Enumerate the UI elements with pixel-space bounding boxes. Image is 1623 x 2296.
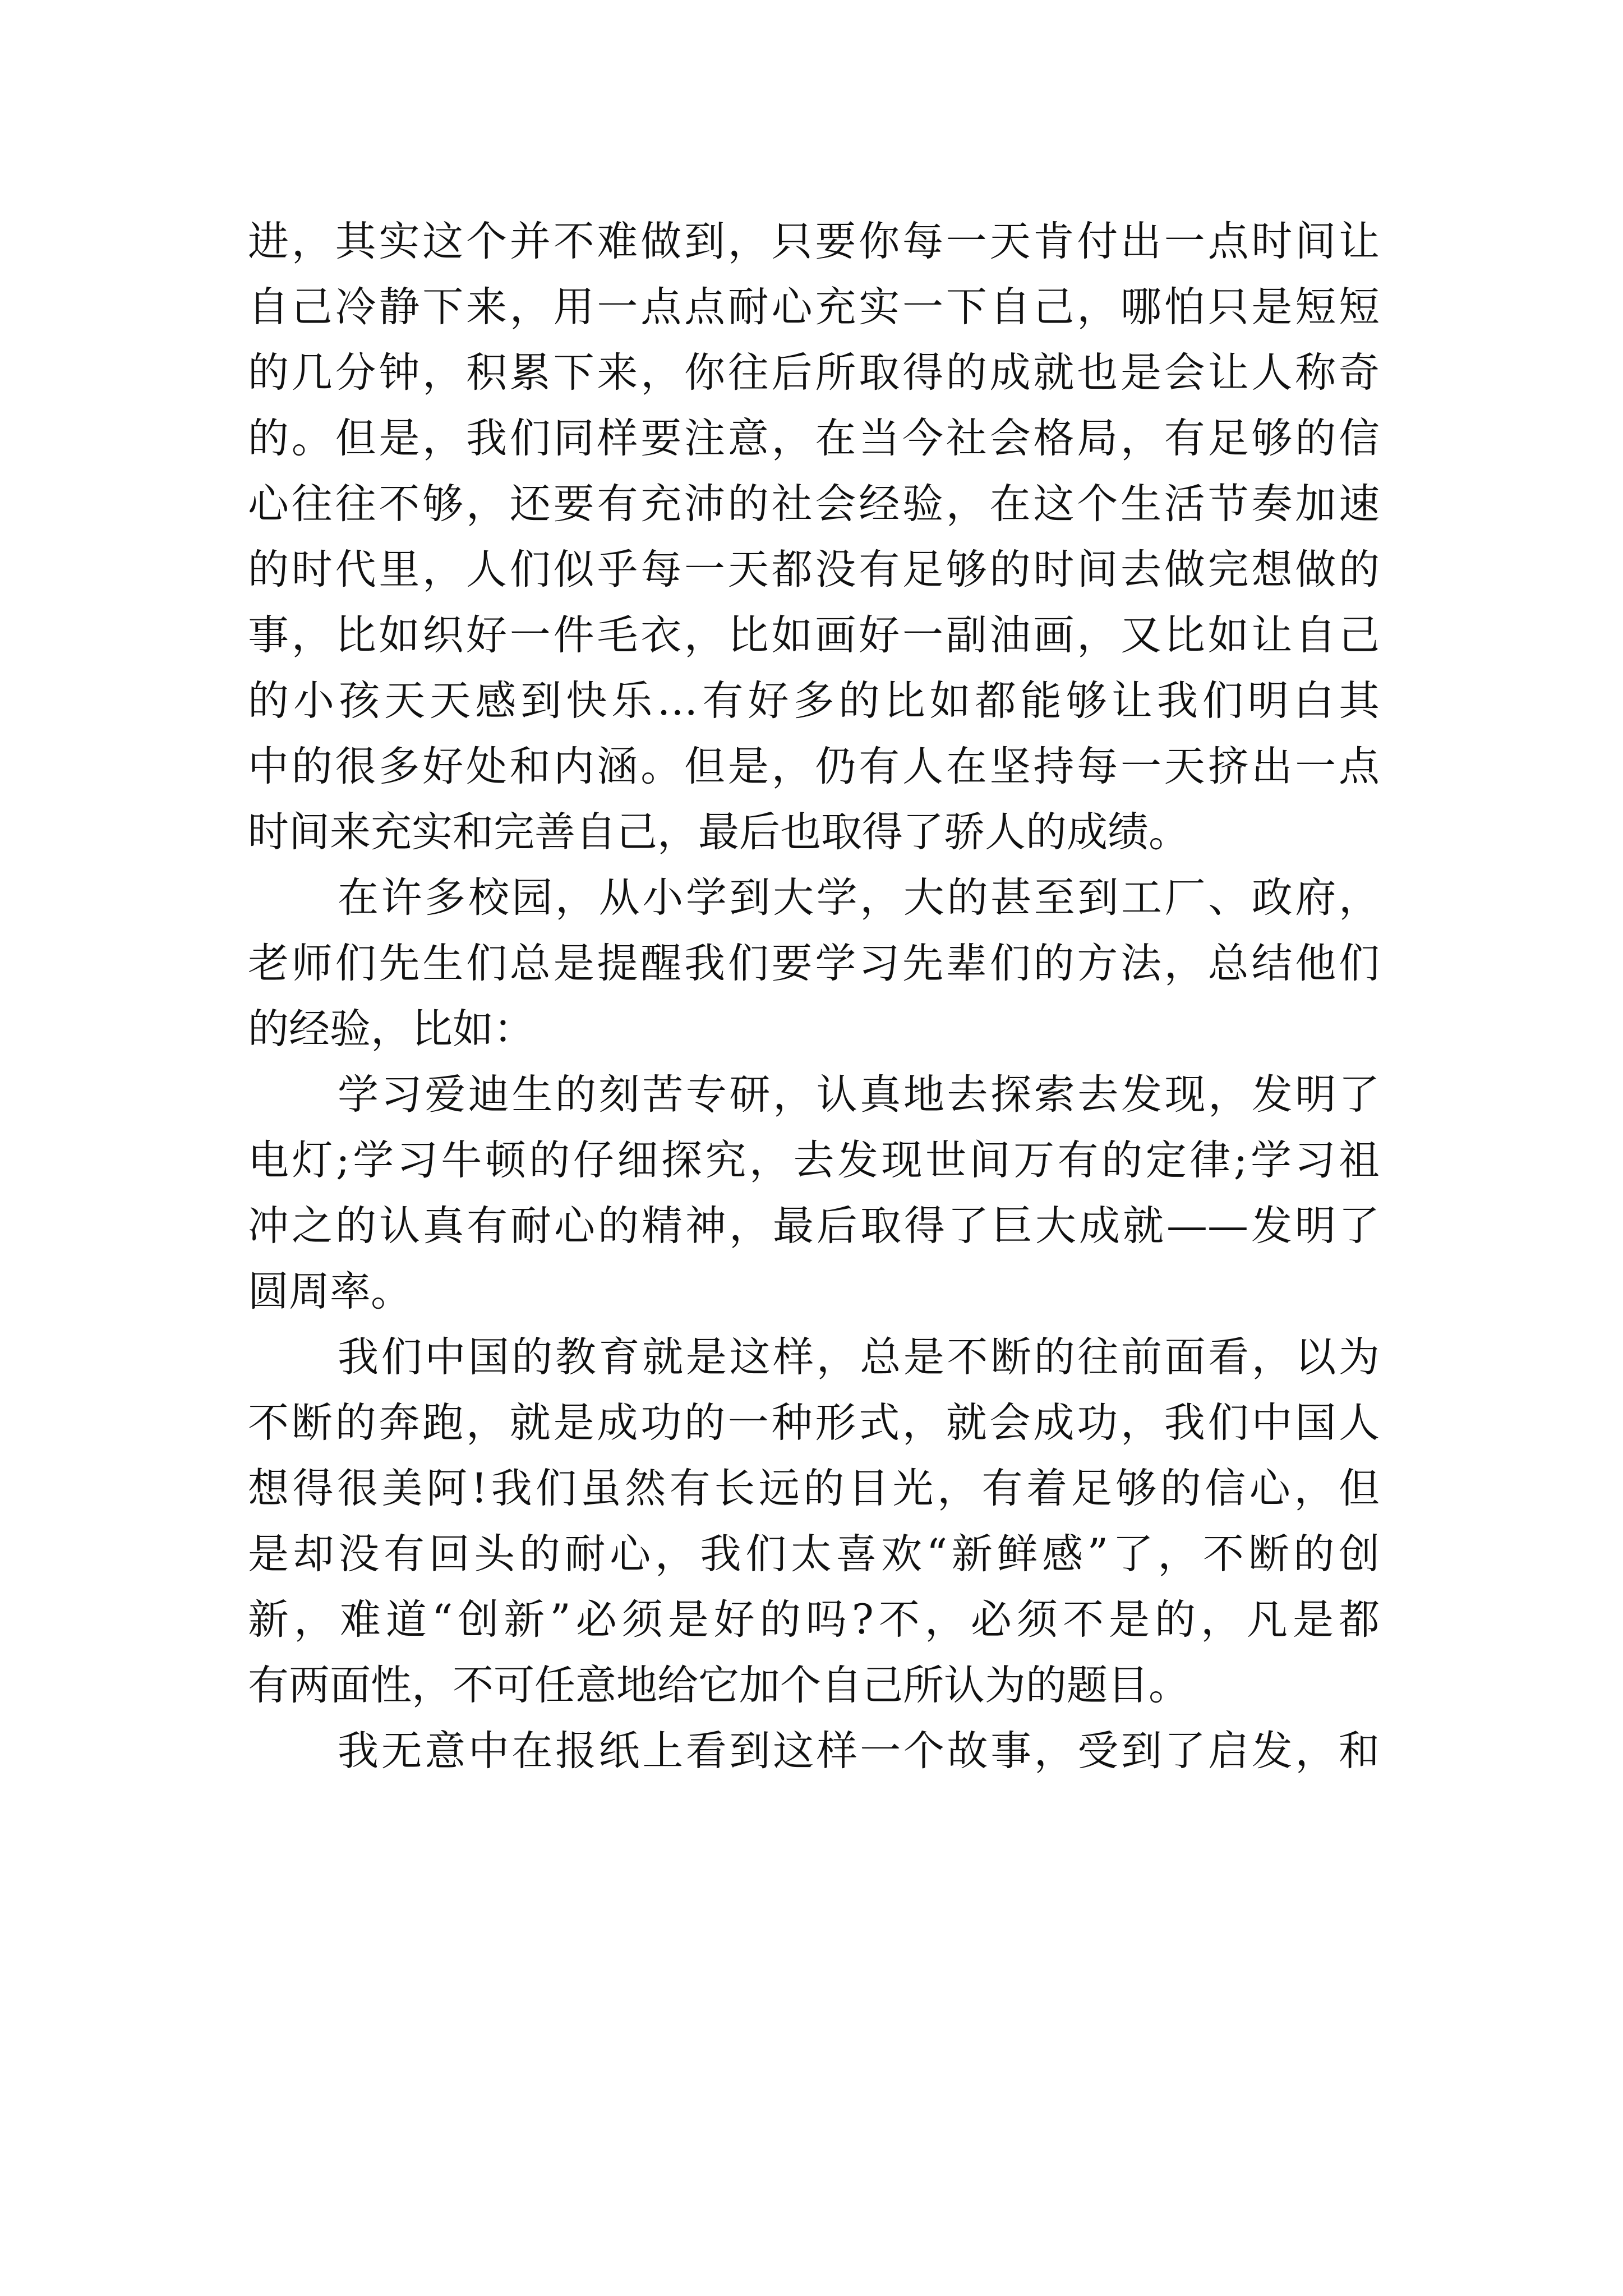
text-line: 的。但是，我们同样要注意，在当今社会格局，有足够的信	[248, 415, 1380, 462]
text-line: 事，比如织好一件毛衣，比如画好一副油画，又比如让自己	[248, 611, 1380, 659]
text-line: 冲之的认真有耐心的精神，最后取得了巨大成就——发明了	[248, 1202, 1380, 1250]
text-line: 进，其实这个并不难做到，只要你每一天肯付出一点时间让	[248, 218, 1380, 265]
text-line: 的几分钟，积累下来，你往后所取得的成就也是会让人称奇	[248, 349, 1380, 397]
text-line: 想得很美阿!我们虽然有长远的目光，有着足够的信心，但	[248, 1465, 1380, 1512]
text-line: 自己冷静下来，用一点点耐心充实一下自己，哪怕只是短短	[248, 283, 1380, 331]
paragraph-5	[248, 1718, 1380, 1784]
text-line: 的经验，比如：	[248, 1005, 534, 1053]
paragraph-3	[248, 1062, 1380, 1324]
text-line: 心往往不够，还要有充沛的社会经验，在这个生活节奏加速	[248, 480, 1380, 528]
text-line: 我无意中在报纸上看到这样一个故事，受到了启发，和	[338, 1727, 1380, 1775]
text-line: 有两面性，不可任意地给它加个自己所认为的题目。	[248, 1662, 1189, 1709]
text-line: 学习爱迪生的刻苦专研，认真地去探索去发现，发明了	[338, 1071, 1380, 1119]
body-text	[248, 209, 1380, 1784]
text-line: 我们中国的教育就是这样，总是不断的往前面看，以为	[338, 1333, 1380, 1381]
text-line: 是却没有回头的耐心，我们太喜欢“新鲜感”了，不断的创	[248, 1530, 1380, 1578]
text-line: 新，难道“创新”必须是好的吗?不，必须不是的，凡是都	[248, 1596, 1380, 1644]
paragraph-1	[248, 209, 1380, 865]
text-line: 不断的奔跑，就是成功的一种形式，就会成功，我们中国人	[248, 1399, 1380, 1447]
paragraph-4	[248, 1324, 1380, 1718]
text-line: 时间来充实和完善自己，最后也取得了骄人的成绩。	[248, 808, 1189, 856]
text-line: 中的很多好处和内涵。但是，仍有人在坚持每一天挤出一点	[248, 743, 1380, 790]
text-line: 在许多校园，从小学到大学，大的甚至到工厂、政府，	[338, 874, 1380, 922]
text-line: 的小孩天天感到快乐…有好多的比如都能够让我们明白其	[248, 677, 1380, 725]
paragraph-2	[248, 865, 1380, 1062]
text-line: 的时代里，人们似乎每一天都没有足够的时间去做完想做的	[248, 546, 1380, 593]
text-line: 电灯;学习牛顿的仔细探究，去发现世间万有的定律;学习祖	[248, 1137, 1380, 1184]
text-line: 老师们先生们总是提醒我们要学习先辈们的方法，总结他们	[248, 940, 1380, 987]
text-line: 圆周率。	[248, 1268, 412, 1315]
